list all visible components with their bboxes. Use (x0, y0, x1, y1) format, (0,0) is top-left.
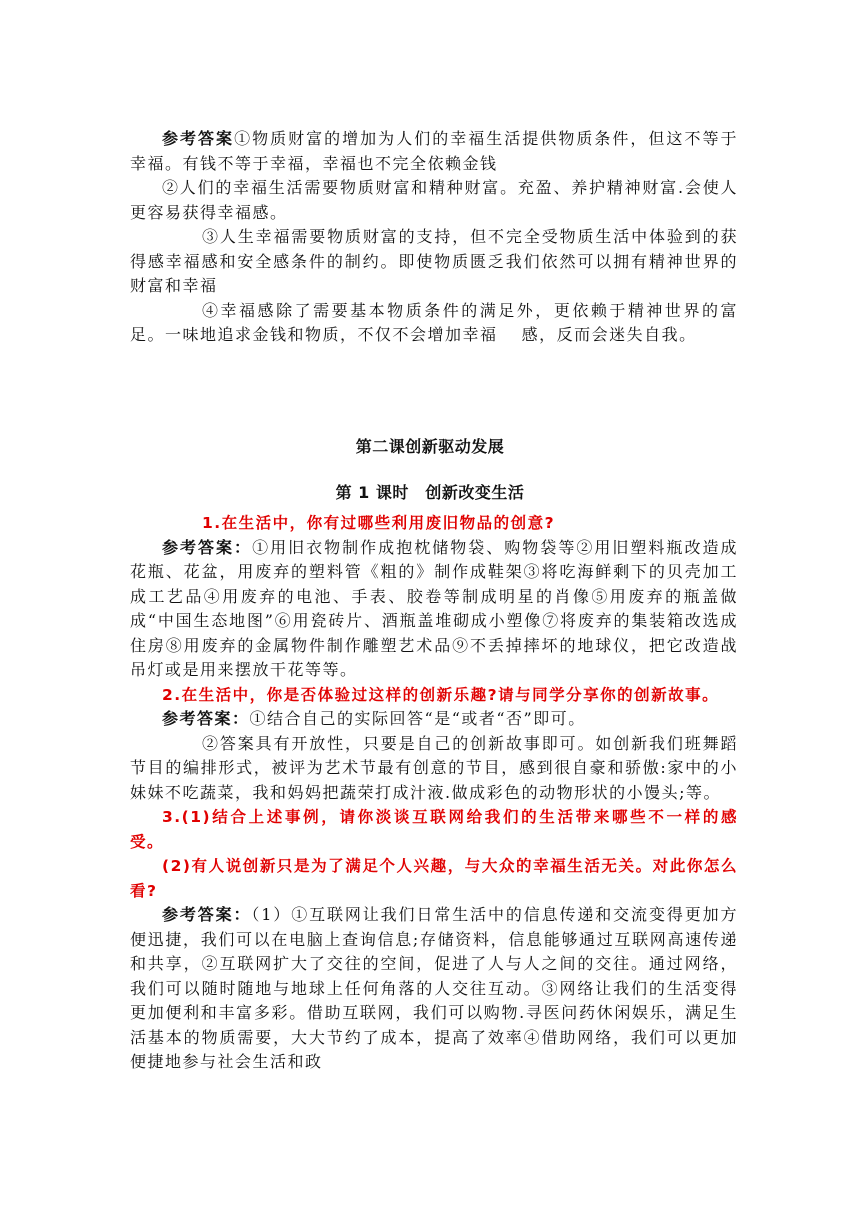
answer-label: 参考答案： (162, 537, 253, 557)
question-1-text: 1.在生活中，你有过哪些利用废旧物品的创意? (202, 514, 556, 532)
question-3-part-2 (130, 854, 738, 903)
answer-1-text: ①用旧衣物制作成抱枕储物袋、购物袋等②用旧塑料瓶改造成花瓶、花盆，用废弃的塑料管《粗的》制作成鞋架③将吃海鲜剩下的贝壳加工成工艺品④用废弃的电池、手表、胶卷等制成明星的肖像⑤用废弃的瓶盖做成“中国生态地图”⑥用瓷砖片、酒瓶盖堆砌成小塑像⑦将废弃的集装箱改选成住房⑧用废弃的金属物件制作雕塑艺术品⑨不丢掉摔坏的地球仪，把它改造战吊灯或是用来摆放干花等等。 (130, 537, 738, 679)
lesson-title: 第二课创新驱动发展 (355, 437, 505, 456)
answer-paragraph-2: ②人们的幸福生活需要物质财富和精种财富。充盈、养护精神财富.会使人更容易获得幸福感。 (130, 178, 738, 222)
answer-text: ①物质财富的增加为人们的幸福生活提供物质条件，但这不等于幸福。有钱不等于幸福，幸福也不完全依赖金钱 (130, 129, 738, 173)
question-3-part-1 (130, 805, 738, 854)
answer-paragraph-4: ④幸福感除了需要基本物质条件的满足外，更依赖于精神世界的富足。一味地追求金钱和物质，不仅不会增加幸福 感，反而会迷失自我。 (130, 300, 738, 344)
answer-2-paragraph-2: ②答案具有开放性，只要是自己的创新故事即可。如创新我们班舞蹈节目的编排形式，被评为艺术节最有创意的节目，感到很自豪和骄傲:家中的小妹妹不吃蔬菜，我和妈妈把蔬荣打成汁液.做成彩色的动物形状的小馒头;等。 (130, 733, 738, 802)
answer-label: 参考答案： (162, 905, 252, 924)
answer-paragraph-3: ③人生幸福需要物质财富的支持，但不完全受物质生活中体验到的获得感幸福感和安全感条件的制约。即使物质匮乏我们依然可以拥有精神世界的财富和幸福 (130, 227, 738, 295)
question-3-text-2: (2)有人说创新只是为了满足个人兴趣，与大众的幸福生活无关。对此你怎么看? (130, 857, 738, 900)
answer-label: 参考答案 (162, 129, 235, 148)
question-2-text: 2.在生活中，你是否体验过这样的创新乐趣?请与同学分享你的创新故事。 (162, 685, 720, 704)
answer-2 (130, 707, 738, 732)
question-2 (130, 683, 738, 708)
answer-section-happiness (130, 127, 738, 348)
answer-3-text: （1）①互联网让我们日常生活中的信息传递和交流变得更加方便迅捷，我们可以在电脑上查询信息;存储资料，信息能够通过互联网高速传递和共享，②互联网扩大了交往的空间，促进了人与人之间的交往。通过网络，我们可以随时随地与地球上任何角落的人交往互动。③网络让我们的生活变得更加便利和丰富多彩。借助互联网，我们可以购物.寻医问药休闲娱乐，满足生活基本的物质需要，大大节约了成本，提高了效率④借助网络，我们可以更加便捷地参与社会生活和政 (130, 905, 738, 1071)
lesson-subtitle: 第 1 课时 创新改变生活 (335, 483, 525, 502)
answer-label: 参考答案： (162, 709, 250, 728)
answer-paragraph-1 (130, 127, 738, 176)
answer-3 (130, 903, 738, 1075)
answer-2-text-1: ①结合自己的实际回答“是“或者“否”即可。 (249, 709, 586, 728)
answer-1 (130, 536, 738, 683)
question-1 (130, 511, 738, 536)
qa-section-innovation (130, 511, 738, 1075)
question-3-text-1: 3.(1)结合上述事例，请你淡谈互联网给我们的生活带来哪些不一样的感受。 (130, 808, 738, 851)
